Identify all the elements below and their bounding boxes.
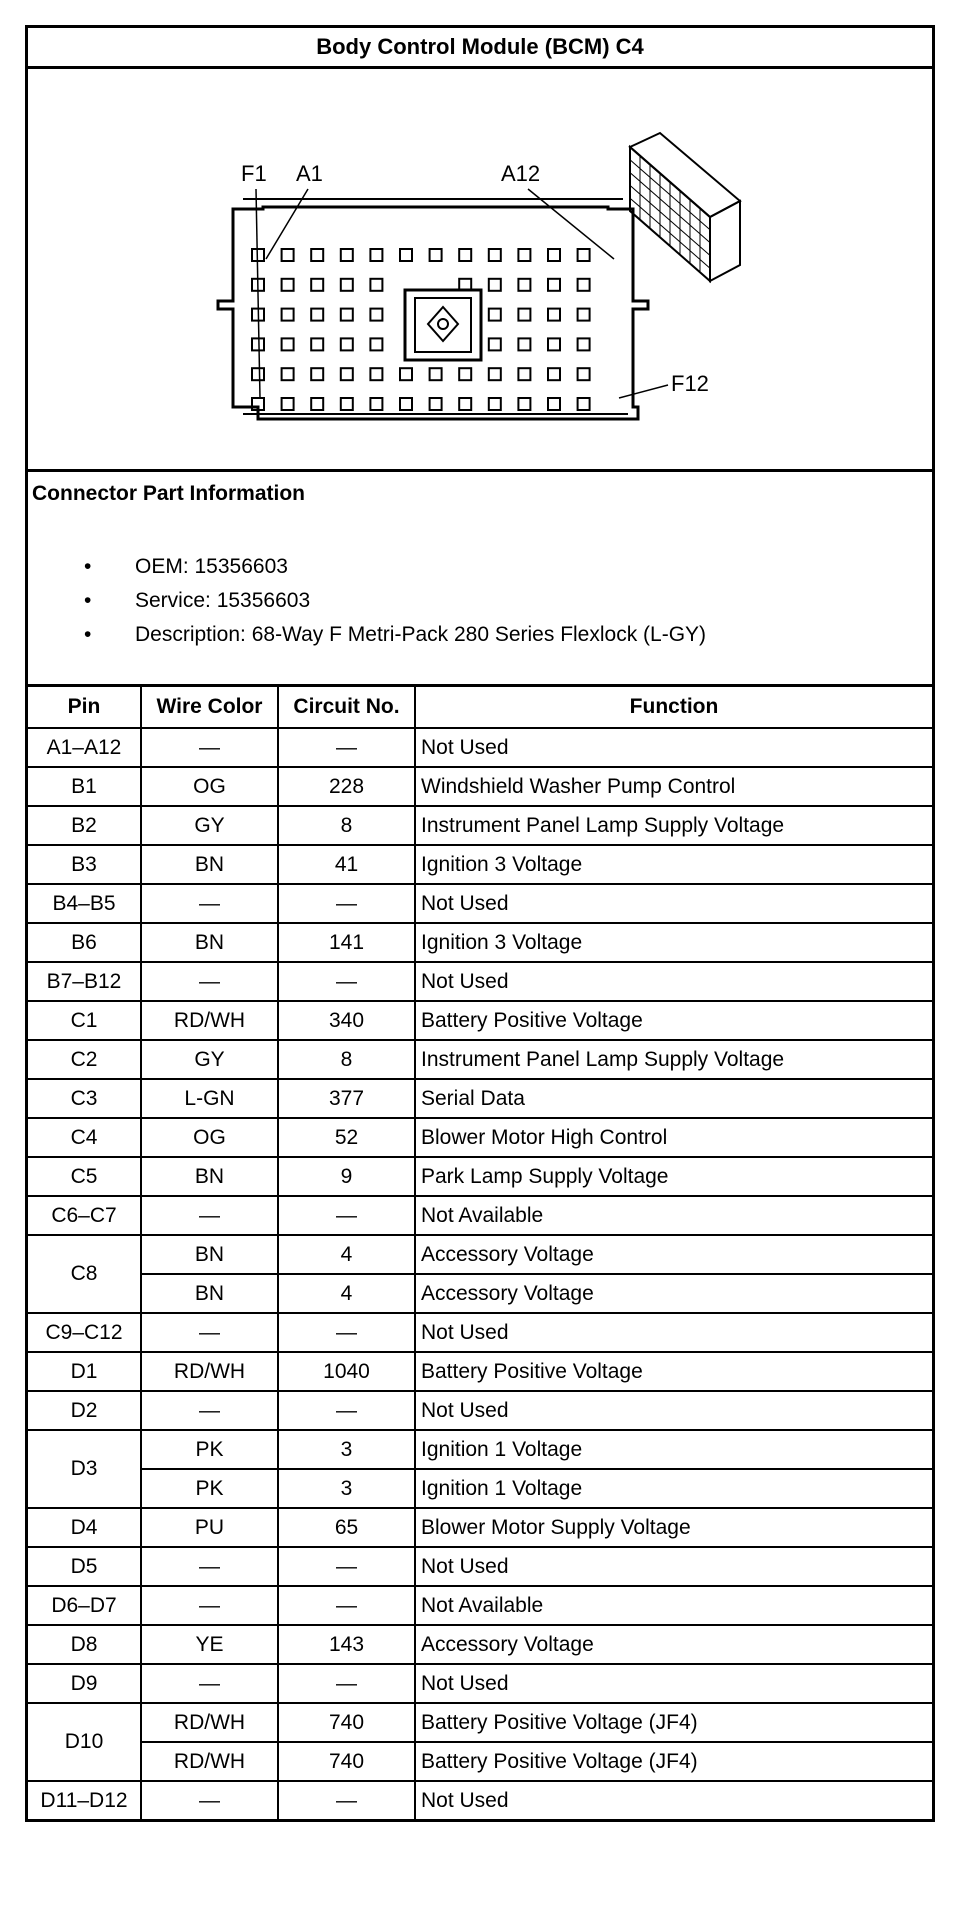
- pin-cavity: [489, 279, 501, 291]
- cell-wire-color: —: [141, 884, 278, 923]
- cell-pin: D6–D7: [28, 1586, 141, 1625]
- cell-pin: A1–A12: [28, 728, 141, 767]
- table-row: [28, 1313, 932, 1352]
- cell-wire-color: PU: [141, 1508, 278, 1547]
- table-row: [28, 962, 932, 1001]
- pin-cavity: [341, 368, 353, 380]
- cell-pin: C8: [28, 1235, 141, 1313]
- cell-wire-color: —: [141, 962, 278, 1001]
- pin-cavity: [489, 368, 501, 380]
- header-circuit-no: Circuit No.: [278, 687, 415, 728]
- connector-sheet: [25, 25, 935, 1822]
- cell-pin: B1: [28, 767, 141, 806]
- cell-wire-color: BN: [141, 1157, 278, 1196]
- header-wire-color: Wire Color: [141, 687, 278, 728]
- connector-part-info: [28, 472, 932, 687]
- info-item-description: • Description: 68-Way F Metri-Pack 280 Series Flexlock (L-GY): [84, 623, 707, 646]
- pin-cavity: [341, 309, 353, 321]
- pin-cavity: [430, 398, 442, 410]
- cell-circuit-no: —: [278, 1391, 415, 1430]
- cell-function: Not Used: [415, 884, 932, 923]
- cell-circuit-no: —: [278, 1586, 415, 1625]
- cell-circuit-no: 3: [278, 1469, 415, 1508]
- info-item-oem: • OEM: 15356603: [84, 555, 288, 578]
- cell-function: Instrument Panel Lamp Supply Voltage: [415, 1040, 932, 1079]
- pin-cavity: [459, 249, 471, 261]
- cell-function: Ignition 3 Voltage: [415, 845, 932, 884]
- pin-cavity: [282, 249, 294, 261]
- connector-diagram: [28, 69, 932, 472]
- cell-circuit-no: 52: [278, 1118, 415, 1157]
- table-row: [28, 1547, 932, 1586]
- cell-wire-color: —: [141, 1313, 278, 1352]
- cell-function: Ignition 1 Voltage: [415, 1430, 932, 1469]
- table-row: [28, 1196, 932, 1235]
- cell-wire-color: PK: [141, 1430, 278, 1469]
- cell-wire-color: BN: [141, 923, 278, 962]
- cell-pin: D3: [28, 1430, 141, 1508]
- cell-function: Not Used: [415, 1391, 932, 1430]
- pin-cavity: [282, 309, 294, 321]
- pin-cavity: [548, 279, 560, 291]
- cell-circuit-no: 740: [278, 1703, 415, 1742]
- pin-cavity: [518, 309, 530, 321]
- cell-function: Battery Positive Voltage (JF4): [415, 1742, 932, 1781]
- cell-circuit-no: —: [278, 728, 415, 767]
- pin-cavity: [459, 398, 471, 410]
- table-row: [28, 1664, 932, 1703]
- pin-cavity: [400, 368, 412, 380]
- pin-cavity: [341, 338, 353, 350]
- cell-wire-color: YE: [141, 1625, 278, 1664]
- cell-function: Not Used: [415, 962, 932, 1001]
- cell-pin: C5: [28, 1157, 141, 1196]
- cell-wire-color: —: [141, 1781, 278, 1819]
- cell-wire-color: BN: [141, 1274, 278, 1313]
- cell-pin: C2: [28, 1040, 141, 1079]
- table-row: [28, 806, 932, 845]
- pin-cavity: [548, 398, 560, 410]
- label-a1: A1: [296, 161, 323, 186]
- pin-cavity: [282, 338, 294, 350]
- cell-function: Accessory Voltage: [415, 1274, 932, 1313]
- cell-wire-color: GY: [141, 1040, 278, 1079]
- pin-cavity: [341, 249, 353, 261]
- cell-pin: C6–C7: [28, 1196, 141, 1235]
- pin-cavity: [370, 279, 382, 291]
- cell-wire-color: —: [141, 1586, 278, 1625]
- table-row: [28, 1274, 932, 1313]
- cell-wire-color: —: [141, 1391, 278, 1430]
- cell-pin: D10: [28, 1703, 141, 1781]
- table-row: [28, 1001, 932, 1040]
- cell-pin: D5: [28, 1547, 141, 1586]
- table-row: [28, 728, 932, 767]
- pin-cavity: [578, 368, 590, 380]
- connector-info-list: [28, 550, 706, 652]
- pin-cavity: [548, 249, 560, 261]
- connector-face-drawing: [28, 69, 932, 469]
- cell-circuit-no: 228: [278, 767, 415, 806]
- cell-pin: D2: [28, 1391, 141, 1430]
- cell-function: Accessory Voltage: [415, 1235, 932, 1274]
- cell-pin: C3: [28, 1079, 141, 1118]
- table-row: [28, 1040, 932, 1079]
- cell-wire-color: GY: [141, 806, 278, 845]
- cell-function: Windshield Washer Pump Control: [415, 767, 932, 806]
- pin-cavity: [311, 368, 323, 380]
- cell-circuit-no: 65: [278, 1508, 415, 1547]
- cell-wire-color: OG: [141, 767, 278, 806]
- connector-info-heading: Connector Part Information: [32, 482, 306, 505]
- cell-pin: B6: [28, 923, 141, 962]
- cell-function: Not Used: [415, 728, 932, 767]
- pin-cavity: [518, 249, 530, 261]
- cell-wire-color: —: [141, 728, 278, 767]
- cell-circuit-no: —: [278, 1781, 415, 1819]
- cell-pin: D9: [28, 1664, 141, 1703]
- cell-function: Battery Positive Voltage: [415, 1001, 932, 1040]
- table-row: [28, 923, 932, 962]
- cell-wire-color: —: [141, 1196, 278, 1235]
- cell-pin: C4: [28, 1118, 141, 1157]
- pin-cavity: [489, 398, 501, 410]
- cell-function: Ignition 1 Voltage: [415, 1469, 932, 1508]
- cell-pin: D11–D12: [28, 1781, 141, 1819]
- header-pin: Pin: [28, 687, 141, 728]
- table-row: [28, 845, 932, 884]
- cell-wire-color: BN: [141, 1235, 278, 1274]
- pin-cavity: [311, 398, 323, 410]
- cell-wire-color: OG: [141, 1118, 278, 1157]
- pin-cavity: [578, 249, 590, 261]
- table-row: [28, 1235, 932, 1274]
- cell-circuit-no: 143: [278, 1625, 415, 1664]
- cell-wire-color: RD/WH: [141, 1352, 278, 1391]
- pin-cavity: [400, 398, 412, 410]
- table-row: [28, 1391, 932, 1430]
- pin-cavity: [578, 279, 590, 291]
- cell-wire-color: PK: [141, 1469, 278, 1508]
- cell-function: Not Used: [415, 1547, 932, 1586]
- cell-function: Instrument Panel Lamp Supply Voltage: [415, 806, 932, 845]
- cell-pin: D8: [28, 1625, 141, 1664]
- cell-function: Battery Positive Voltage: [415, 1352, 932, 1391]
- pin-cavity: [518, 368, 530, 380]
- table-row: [28, 1352, 932, 1391]
- cell-circuit-no: 41: [278, 845, 415, 884]
- table-row: [28, 767, 932, 806]
- page-title: Body Control Module (BCM) C4: [28, 28, 932, 69]
- pin-cavity: [578, 309, 590, 321]
- pin-cavity: [252, 338, 264, 350]
- cell-wire-color: BN: [141, 845, 278, 884]
- pin-cavity: [370, 398, 382, 410]
- table-row: [28, 1430, 932, 1469]
- cell-pin: D1: [28, 1352, 141, 1391]
- pinout-rows: [28, 728, 932, 1819]
- pin-cavity: [400, 249, 412, 261]
- pin-cavity: [489, 309, 501, 321]
- cell-function: Not Used: [415, 1664, 932, 1703]
- cell-pin: B7–B12: [28, 962, 141, 1001]
- cell-pin: C9–C12: [28, 1313, 141, 1352]
- cell-wire-color: —: [141, 1664, 278, 1703]
- table-row: [28, 1079, 932, 1118]
- f12-leader-line: [619, 385, 668, 398]
- cell-function: Not Used: [415, 1313, 932, 1352]
- cell-circuit-no: —: [278, 1547, 415, 1586]
- pin-cavity: [430, 249, 442, 261]
- pin-cavity: [518, 279, 530, 291]
- cell-circuit-no: 740: [278, 1742, 415, 1781]
- table-row: [28, 1586, 932, 1625]
- label-f1: F1: [241, 161, 267, 186]
- pin-cavity: [282, 368, 294, 380]
- table-row: [28, 1157, 932, 1196]
- cell-function: Ignition 3 Voltage: [415, 923, 932, 962]
- pin-cavity: [548, 309, 560, 321]
- table-row: [28, 1469, 932, 1508]
- table-row: [28, 1508, 932, 1547]
- cell-circuit-no: —: [278, 884, 415, 923]
- cell-function: Blower Motor High Control: [415, 1118, 932, 1157]
- table-row: [28, 1781, 932, 1819]
- cell-circuit-no: —: [278, 962, 415, 1001]
- pin-cavity: [518, 398, 530, 410]
- table-row: [28, 1742, 932, 1781]
- cell-wire-color: RD/WH: [141, 1742, 278, 1781]
- cell-function: Not Available: [415, 1196, 932, 1235]
- cell-circuit-no: 3: [278, 1430, 415, 1469]
- cell-pin: D4: [28, 1508, 141, 1547]
- cell-function: Blower Motor Supply Voltage: [415, 1508, 932, 1547]
- cell-circuit-no: 1040: [278, 1352, 415, 1391]
- cell-circuit-no: 377: [278, 1079, 415, 1118]
- pin-cavity: [282, 398, 294, 410]
- pin-cavity: [252, 368, 264, 380]
- cell-circuit-no: 4: [278, 1235, 415, 1274]
- pin-cavity: [459, 368, 471, 380]
- pin-cavity: [311, 249, 323, 261]
- cell-circuit-no: —: [278, 1664, 415, 1703]
- cell-function: Serial Data: [415, 1079, 932, 1118]
- pin-cavity: [578, 338, 590, 350]
- cell-circuit-no: 9: [278, 1157, 415, 1196]
- cell-pin: B2: [28, 806, 141, 845]
- pin-cavity: [548, 368, 560, 380]
- pin-cavity: [282, 279, 294, 291]
- header-function: Function: [415, 687, 932, 728]
- table-row: [28, 1118, 932, 1157]
- table-header-row: [28, 687, 932, 728]
- cell-wire-color: RD/WH: [141, 1001, 278, 1040]
- pin-cavity: [341, 279, 353, 291]
- cell-wire-color: RD/WH: [141, 1703, 278, 1742]
- cell-pin: C1: [28, 1001, 141, 1040]
- cell-pin: B3: [28, 845, 141, 884]
- pin-cavity: [489, 249, 501, 261]
- pin-cavity: [311, 338, 323, 350]
- cell-circuit-no: —: [278, 1313, 415, 1352]
- pin-cavity: [489, 338, 501, 350]
- pin-cavity: [311, 279, 323, 291]
- pin-cavity: [370, 309, 382, 321]
- cell-circuit-no: 141: [278, 923, 415, 962]
- info-item-service: • Service: 15356603: [84, 589, 311, 612]
- pin-cavity: [430, 368, 442, 380]
- cell-pin: B4–B5: [28, 884, 141, 923]
- cell-function: Park Lamp Supply Voltage: [415, 1157, 932, 1196]
- cell-circuit-no: 340: [278, 1001, 415, 1040]
- pin-cavity: [370, 338, 382, 350]
- f1-leader-line: [256, 189, 260, 398]
- cell-wire-color: L-GN: [141, 1079, 278, 1118]
- pin-cavity: [518, 338, 530, 350]
- cell-circuit-no: 8: [278, 806, 415, 845]
- cell-circuit-no: 8: [278, 1040, 415, 1079]
- pin-cavity: [370, 249, 382, 261]
- pin-cavity: [311, 309, 323, 321]
- cell-function: Not Used: [415, 1781, 932, 1819]
- connector-3d-thumbnail: [630, 133, 740, 281]
- table-row: [28, 1625, 932, 1664]
- pin-cavity: [341, 398, 353, 410]
- cell-circuit-no: 4: [278, 1274, 415, 1313]
- cell-function: Battery Positive Voltage (JF4): [415, 1703, 932, 1742]
- pin-cavity: [578, 398, 590, 410]
- center-lock-outer: [405, 290, 481, 360]
- cell-function: Not Available: [415, 1586, 932, 1625]
- cell-function: Accessory Voltage: [415, 1625, 932, 1664]
- table-row: [28, 884, 932, 923]
- cell-wire-color: —: [141, 1547, 278, 1586]
- pin-cavity: [370, 368, 382, 380]
- pin-cavity: [548, 338, 560, 350]
- label-f12: F12: [671, 371, 709, 396]
- pinout-table: [28, 687, 932, 1819]
- cell-circuit-no: —: [278, 1196, 415, 1235]
- table-row: [28, 1703, 932, 1742]
- label-a12: A12: [501, 161, 541, 186]
